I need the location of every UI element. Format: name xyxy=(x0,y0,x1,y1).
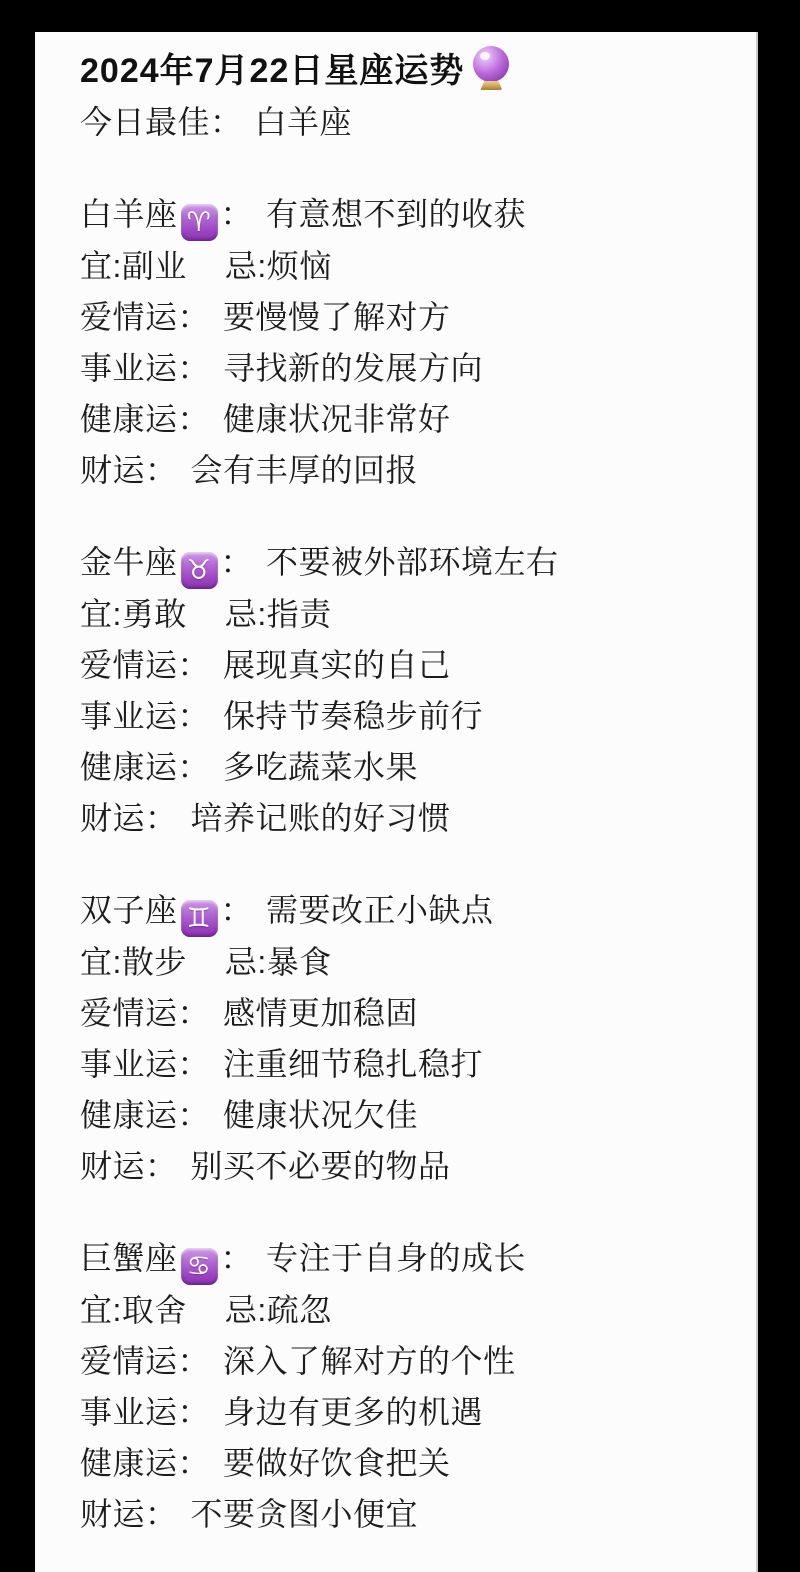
fortune-value: 不要贪图小便宜 xyxy=(190,1496,419,1532)
fortune-label: 爱情运： xyxy=(80,995,211,1031)
aries-icon: ♈ xyxy=(181,204,218,241)
fortune-value: 会有丰厚的回报 xyxy=(190,452,419,488)
gemini-icon: ♊ xyxy=(181,900,218,937)
fortune-value: 展现真实的自己 xyxy=(223,647,451,683)
ji-text: 忌:暴食 xyxy=(224,944,332,980)
sign-header xyxy=(80,885,740,937)
fortune-value: 注重细节稳扎稳打 xyxy=(223,1046,484,1082)
fortune-label: 事业运： xyxy=(80,1394,211,1430)
sign-section-cancer xyxy=(80,1233,740,1540)
fortune-row-career xyxy=(80,1387,740,1438)
yi-text: 宜:取舍 xyxy=(80,1292,187,1328)
yi-ji-line xyxy=(80,937,740,988)
ji-text: 忌:疏忽 xyxy=(224,1292,332,1328)
fortune-row-health xyxy=(80,1090,740,1141)
fortune-value: 寻找新的发展方向 xyxy=(223,350,484,386)
fortune-label: 爱情运： xyxy=(80,647,211,683)
fortune-row-wealth xyxy=(80,445,740,496)
colon: ： xyxy=(220,544,254,580)
fortune-row-career xyxy=(80,1039,740,1090)
sign-header xyxy=(80,189,740,241)
fortune-row-wealth xyxy=(80,1141,740,1192)
fortune-label: 财运： xyxy=(80,1148,178,1184)
fortune-row-health xyxy=(80,394,740,445)
sign-headline: 需要改正小缺点 xyxy=(266,892,494,928)
fortune-value: 感情更加稳固 xyxy=(223,995,419,1031)
fortune-row-love xyxy=(80,640,740,691)
fortune-row-love xyxy=(80,1336,740,1387)
fortune-label: 健康运： xyxy=(80,1445,211,1481)
fortune-row-love xyxy=(80,292,740,343)
sign-name: 白羊座 xyxy=(80,196,178,232)
fortune-label: 财运： xyxy=(80,452,178,488)
fortune-row-wealth xyxy=(80,793,740,844)
yi-text: 宜:勇敢 xyxy=(80,596,187,632)
sign-headline: 有意想不到的收获 xyxy=(266,196,527,232)
fortune-label: 健康运： xyxy=(80,401,211,437)
cancer-icon: ♋ xyxy=(181,1248,218,1285)
yi-text: 宜:副业 xyxy=(80,248,187,284)
taurus-icon: ♉ xyxy=(181,552,218,589)
fortune-row-wealth xyxy=(80,1489,740,1540)
sign-header xyxy=(80,1233,740,1285)
sign-headline: 专注于自身的成长 xyxy=(266,1240,527,1276)
yi-text: 宜:散步 xyxy=(80,944,187,980)
fortune-value: 培养记账的好习惯 xyxy=(190,800,451,836)
yi-ji-line xyxy=(80,241,740,292)
sign-section-gemini xyxy=(80,885,740,1192)
ji-text: 忌:烦恼 xyxy=(224,248,332,284)
sign-section-taurus xyxy=(80,537,740,844)
page-title xyxy=(80,46,740,97)
fortune-value: 健康状况欠佳 xyxy=(223,1097,419,1133)
fortune-label: 爱情运： xyxy=(80,299,211,335)
fortune-row-love xyxy=(80,988,740,1039)
fortune-label: 事业运： xyxy=(80,698,211,734)
fortune-row-health xyxy=(80,1438,740,1489)
fortune-value: 别买不必要的物品 xyxy=(190,1148,451,1184)
fortune-value: 深入了解对方的个性 xyxy=(223,1343,516,1379)
best-today-line xyxy=(80,97,740,148)
colon: ： xyxy=(220,892,254,928)
best-today-label: 今日最佳： xyxy=(80,104,243,140)
fortune-label: 健康运： xyxy=(80,749,211,785)
fortune-value: 要做好饮食把关 xyxy=(223,1445,451,1481)
ji-text: 忌:指责 xyxy=(224,596,332,632)
fortune-value: 要慢慢了解对方 xyxy=(223,299,451,335)
yi-ji-line xyxy=(80,1285,740,1336)
yi-ji-line xyxy=(80,589,740,640)
fortune-label: 爱情运： xyxy=(80,1343,211,1379)
horoscope-card xyxy=(35,32,758,1572)
fortune-label: 财运： xyxy=(80,800,178,836)
sign-headline: 不要被外部环境左右 xyxy=(266,544,559,580)
fortune-label: 健康运： xyxy=(80,1097,211,1133)
sign-section-aries xyxy=(80,189,740,496)
page-title-text: 2024年7月22日星座运势 xyxy=(80,52,465,90)
fortune-row-career xyxy=(80,691,740,742)
sign-name: 巨蟹座 xyxy=(80,1240,178,1276)
colon: ： xyxy=(220,1240,254,1276)
fortune-value: 身边有更多的机遇 xyxy=(223,1394,484,1430)
fortune-value: 保持节奏稳步前行 xyxy=(223,698,484,734)
colon: ： xyxy=(220,196,254,232)
fortune-label: 事业运： xyxy=(80,350,211,386)
sign-name: 金牛座 xyxy=(80,544,178,580)
crystal-ball-icon xyxy=(471,46,511,90)
best-today-value: 白羊座 xyxy=(254,104,353,140)
fortune-value: 多吃蔬菜水果 xyxy=(223,749,419,785)
sign-header xyxy=(80,537,740,589)
fortune-label: 事业运： xyxy=(80,1046,211,1082)
sign-name: 双子座 xyxy=(80,892,178,928)
fortune-label: 财运： xyxy=(80,1496,178,1532)
fortune-row-health xyxy=(80,742,740,793)
fortune-row-career xyxy=(80,343,740,394)
fortune-value: 健康状况非常好 xyxy=(223,401,451,437)
